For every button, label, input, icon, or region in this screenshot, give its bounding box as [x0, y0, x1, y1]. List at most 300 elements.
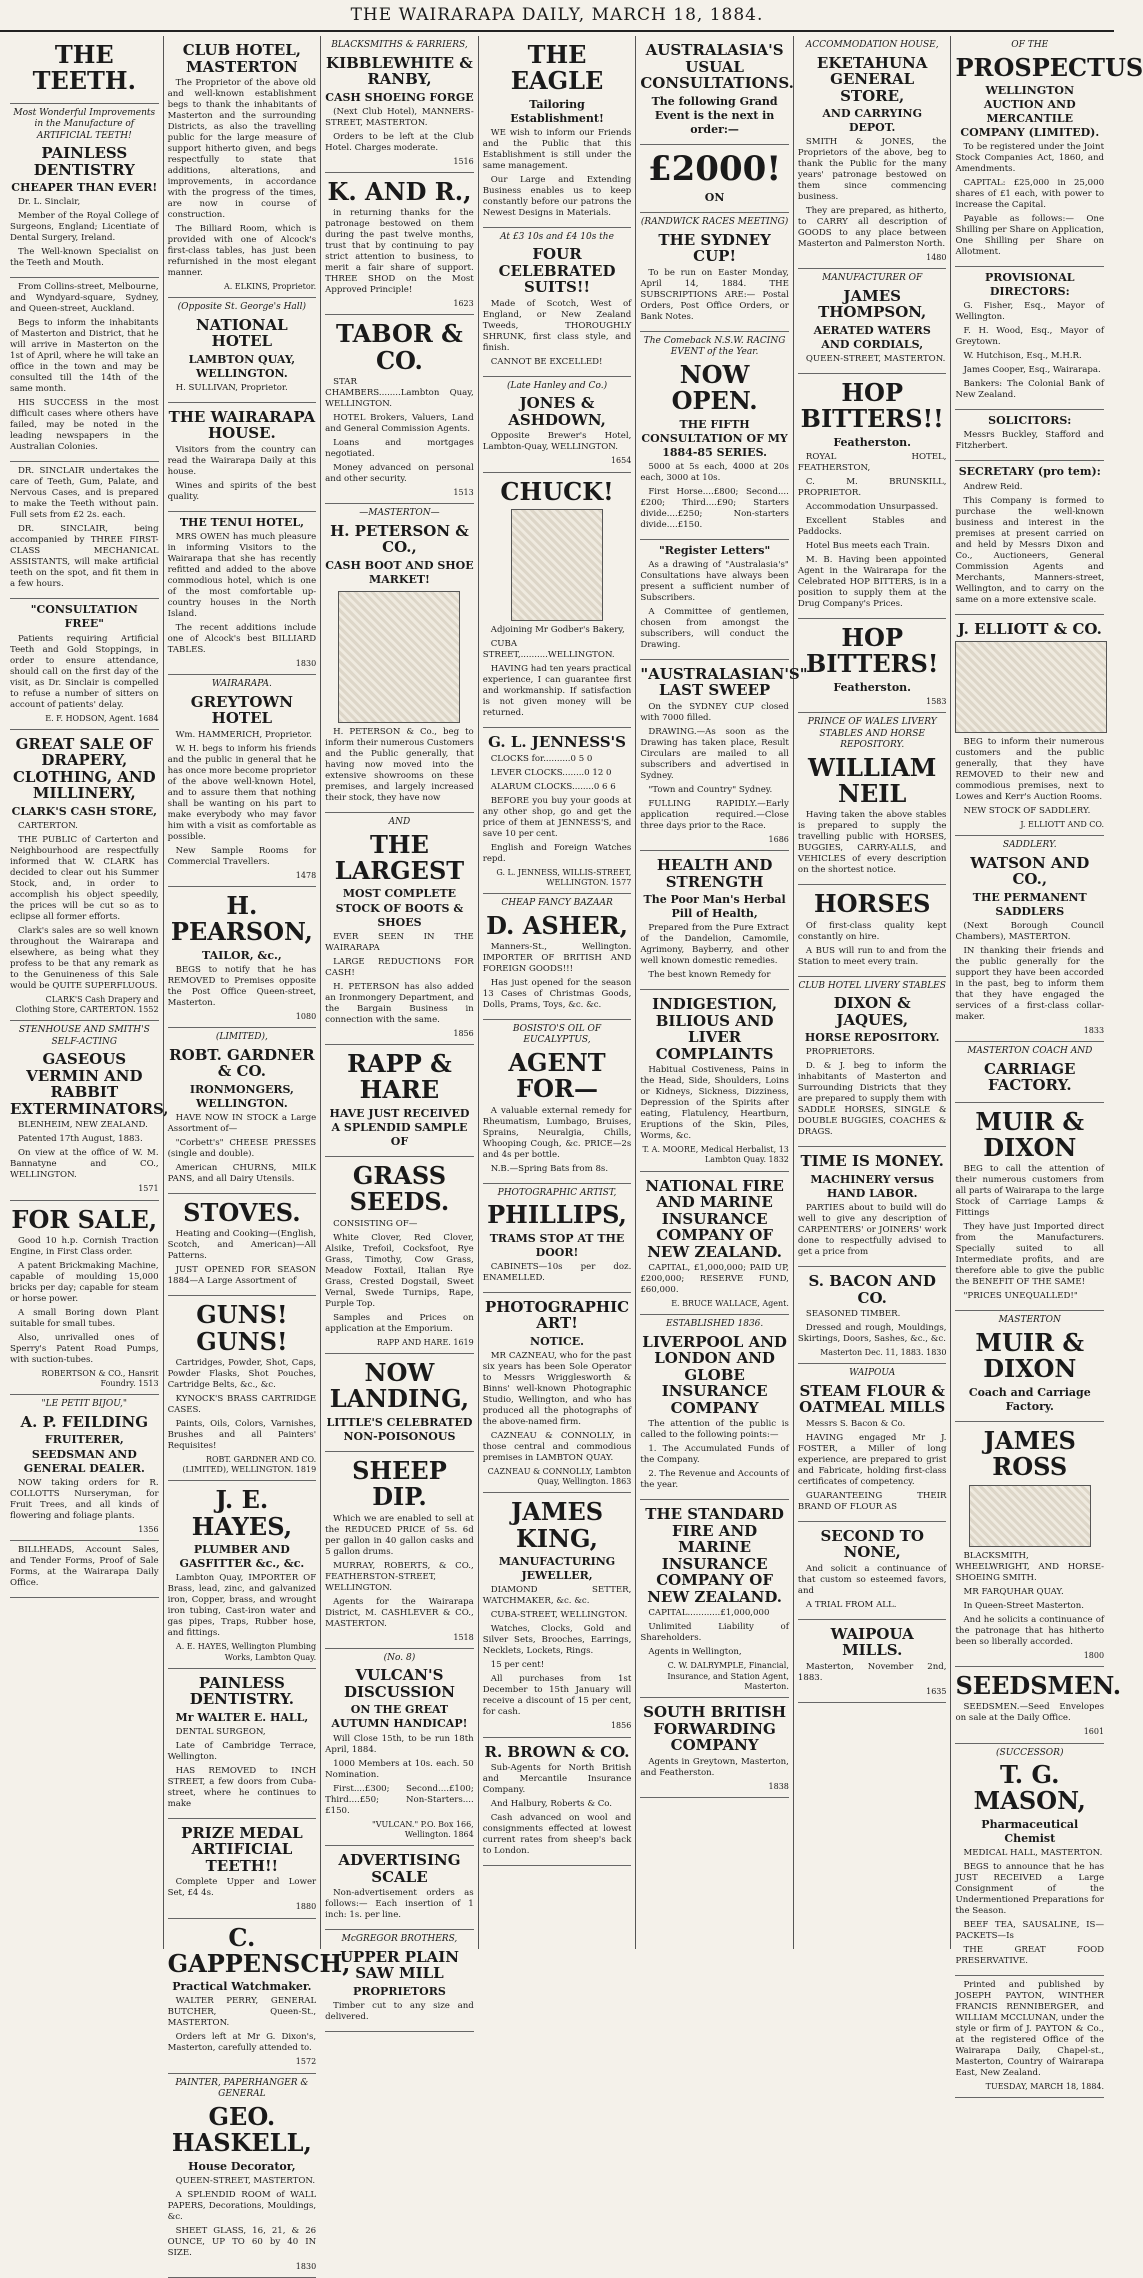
ad-paragraph: PROPRIETORS.	[805, 1047, 875, 1058]
ad-paragraph: CAPITAL, £1,000,000; PAID UP, £200,000; RESERVE FUND, £60,000.	[640, 1263, 789, 1296]
ad-title: GASEOUS VERMIN AND RABBIT EXTERMINATORS,	[10, 1050, 169, 1118]
ad-lead: "Register Letters"	[658, 543, 771, 557]
advertisement	[483, 36, 632, 228]
ad-title: CHUCK!	[500, 476, 614, 506]
ad-subtitle: CLUB HOTEL LIVERY STABLES	[798, 980, 946, 991]
ad-lead: FRUITERER, SEEDSMAN AND GENERAL DEALER.	[23, 1433, 145, 1475]
ad-signature: 1480	[926, 253, 947, 263]
advertisement	[325, 1930, 474, 2032]
ad-body	[640, 462, 789, 531]
advertisement	[640, 145, 789, 213]
ad-subtitle: BOSISTO'S OIL OF EUCALYPTUS,	[512, 1023, 602, 1046]
ad-body	[168, 445, 317, 503]
advertisement	[325, 813, 474, 1045]
advertisement	[955, 836, 1104, 1042]
ad-body	[483, 431, 632, 453]
ad-lead: TRAMS STOP AT THE DOOR!	[489, 1231, 625, 1259]
ad-body	[10, 197, 159, 269]
ad-title: THE TEETH.	[32, 40, 136, 96]
ad-title: A. P. FEILDING	[20, 1412, 149, 1431]
ad-title: £2000!	[647, 148, 782, 189]
ad-paragraph: BEEF TEA, SAUSALINE, IS—PACKETS—Is	[955, 1920, 1105, 1942]
ad-body	[325, 1514, 474, 1630]
ad-body	[640, 1419, 789, 1491]
ad-lead: HORSE REPOSITORY.	[804, 1031, 940, 1045]
ad-title: RAPP & HARE	[347, 1048, 452, 1105]
ad-title: PAINLESS DENTISTRY	[33, 144, 135, 179]
advertisement	[325, 504, 474, 813]
ad-paragraph: Good 10 h.p. Cornish Traction Engine, in First Class order.	[10, 1236, 159, 1257]
advertisement	[798, 619, 947, 713]
ad-signature: C. W. DALRYMPLE, Financial, Insurance, and Station Agent, Masterton.	[667, 1661, 789, 1691]
ad-title: J. ELLIOTT & CO.	[957, 619, 1102, 638]
advertisement	[10, 1395, 159, 1540]
ad-body	[798, 1203, 947, 1258]
ad-body	[483, 625, 632, 719]
ad-signature: RAPP AND HARE. 1619	[376, 1337, 474, 1347]
ad-paragraph: First Horse....£800; Second....£200; Third....£90; Starters divide....£250; Non-starters divide....£150.	[640, 486, 789, 530]
ad-paragraph: Timber cut to any size and delivered.	[325, 2000, 474, 2022]
ad-title: K. AND R.,	[327, 176, 472, 206]
ad-paragraph: SEASONED TIMBER.	[805, 1309, 901, 1319]
ad-title: R. BROWN & CO.	[484, 1742, 630, 1761]
ad-paragraph: FULLING RAPIDLY.—Early application required.—Close three days prior to the Race.	[640, 798, 789, 831]
ad-paragraph: CAPITAL: £25,000 in 25,000 shares of £1 each, with power to increase the Capital.	[955, 178, 1105, 211]
ad-title: ADVERTISING SCALE	[338, 1851, 461, 1886]
ad-signature: A. E. HAYES, Wellington Plumbing Works, Lambton Quay.	[175, 1642, 317, 1662]
ad-paragraph: Cash advanced on wool and consignments effected at lowest current rates from sheep's back to London.	[482, 1813, 632, 1857]
advertisement	[325, 1157, 474, 1354]
advertisement	[168, 1481, 317, 1668]
advertisement	[955, 1042, 1104, 1103]
engraving-illustration	[969, 1485, 1091, 1547]
ad-lead: Pharmaceutical Chemist	[981, 1817, 1079, 1845]
ad-lead: AERATED WATERS AND CORDIALS,	[813, 323, 931, 351]
ad-body	[483, 1351, 632, 1464]
ad-paragraph: PARTIES about to build will do well to give any description of CARPENTERS' or JOINERS' work done to respectfully advised to get a price from	[797, 1203, 947, 1257]
ad-paragraph: Agents for the Wairarapa District, M. CASHLEVER & CO., MASTERTON.	[325, 1596, 474, 1629]
ad-body	[955, 921, 1104, 1023]
advertisement	[640, 36, 794, 145]
ad-title: EKETAHUNA GENERAL STORE,	[816, 53, 928, 105]
ad-lead: ON	[704, 191, 725, 205]
ad-paragraph: "Town and Country" Sydney.	[648, 784, 773, 795]
ad-subtitle: MASTERTON COACH AND	[967, 1046, 1093, 1057]
ad-lead: CLARK'S CASH STORE,	[11, 804, 157, 818]
ad-paragraph: NOW taking orders for R. COLLOTTS Nurseryman, for Fruit Trees, and all kinds of flowering and foliage plants.	[10, 1477, 159, 1521]
ad-paragraph: The Proprietor of the above old and well-known establishment begs to thank the inhabitants of Masterton and the surrounding Districts, as also the travelling public for the large measure of support hitherto given, and begs respectfully to state that additions, alterations, and improvements, in accordance with the progress of the times, are now in course of construction.	[167, 78, 317, 220]
advertisement	[640, 1698, 789, 1798]
ad-body	[483, 1763, 632, 1857]
advertisement	[168, 36, 317, 298]
ad-paragraph: Having taken the above stables is prepared to supply the travelling public with HORSES, BUGGIES, CARRY-ALLS, and VEHICLES of every description on the shortest notice.	[797, 810, 947, 876]
ad-paragraph: Samples and Prices on application at the Emporium.	[325, 1312, 474, 1334]
ad-subtitle: SADDLERY.	[1002, 840, 1057, 851]
ad-paragraph: CAZNEAU & CONNOLLY, in those central and commodious premises in LAMBTON QUAY.	[482, 1430, 632, 1463]
ad-subtitle: (No. 8)	[383, 1652, 416, 1663]
ad-paragraph: They are prepared, as hitherto, to CARRY all description of GOODS to any place between Masterton and Palmerston North.	[797, 206, 947, 250]
ad-lead: LITTLE'S CELEBRATED NON-POISONOUS	[326, 1415, 473, 1443]
advertisement	[640, 1500, 789, 1698]
advertisement	[10, 278, 159, 462]
ad-paragraph: Agents in Wellington,	[648, 1647, 742, 1658]
ad-title: GUNS! GUNS!	[196, 1300, 288, 1356]
advertisement	[168, 1028, 317, 1194]
ad-body	[798, 810, 947, 876]
ad-subtitle: (Late Hanley and Co.)	[506, 380, 608, 391]
ad-paragraph: Watches, Clocks, Gold and Silver Sets, Brooches, Earrings, Necklets, Lockets, Rings.	[482, 1624, 632, 1657]
ad-subtitle: PRINCE OF WALES LIVERY STABLES AND HORSE REPOSITORY.	[807, 717, 937, 751]
ad-body	[10, 1545, 159, 1589]
advertisement	[483, 377, 632, 473]
ad-body	[168, 1877, 317, 1899]
ad-paragraph: To be registered under the Joint Stock Companies Act, 1860, and Amendments.	[955, 142, 1105, 175]
ad-paragraph: Accommodation Unsurpassed.	[805, 501, 939, 512]
ad-paragraph: SHEET GLASS, 16, 21, & 26 OUNCE, UP TO 60 by 40 IN SIZE.	[167, 2225, 317, 2258]
ad-subtitle: At £3 10s and £4 10s the	[500, 231, 614, 242]
ad-paragraph: Prepared from the Pure Extract of the Dandelion, Camomile, Agrimony, Bayberry, and other well known domestic remedies.	[640, 923, 789, 967]
ad-paragraph: Our Large and Extending Business enables us to keep constantly before our patrons the Newest Designs in Materials.	[482, 174, 632, 218]
ad-paragraph: Member of the Royal College of Surgeons, England; Licentiate of Dental Surgery, Ireland.	[10, 211, 159, 244]
ad-body	[168, 965, 317, 1009]
ad-subtitle: ACCOMMODATION HOUSE,	[805, 40, 939, 50]
ad-paragraph: SMITH & JONES, the Proprietors of the above, beg to thank the Public for the many years' patronage bestowed on them since commencing business.	[797, 137, 947, 203]
ad-paragraph: BEGS to announce that he has JUST RECEIVED a Large Consignment of the Undermentioned Preparations for the Season.	[955, 1862, 1105, 1917]
ad-paragraph: Which we are enabled to sell at the REDUCED PRICE of 5s. 6d per gallon in 40 gallon casks and 5 gallon drums.	[325, 1513, 474, 1557]
ad-paragraph: C. M. BRUNSKILL, PROPRIETOR.	[797, 476, 947, 498]
advertisement	[483, 473, 632, 728]
ad-paragraph: Begs to inform the inhabitants of Masterton and District, that he will arrive in Masterton on the 1st of April, where he will take an office in the town and may be consulted till the 14th of the same month.	[10, 318, 159, 395]
ad-body	[325, 208, 474, 296]
ad-paragraph: First....£300; Second....£100; Third....£50; Non-Starters....£150.	[325, 1783, 474, 1816]
ad-lead: THE FIFTH CONSULTATION OF MY 1884-85 SERIES.	[641, 417, 788, 459]
ad-paragraph: LEVER CLOCKS........0 12 0	[490, 767, 612, 778]
ad-lead: Featherston.	[833, 435, 911, 449]
advertisement	[10, 104, 159, 279]
column-5	[636, 36, 808, 1949]
ad-lead: Practical Watchmaker.	[172, 1980, 312, 1994]
ad-paragraph: Excellent Stables and Paddocks.	[797, 515, 947, 537]
ad-body	[483, 299, 632, 368]
ad-subtitle: "LE PETIT BIJOU,"	[41, 1399, 128, 1410]
ad-paragraph: CARTERTON.	[18, 820, 78, 831]
ad-body	[798, 1564, 947, 1611]
advertisement	[325, 1452, 474, 1649]
advertisement	[325, 36, 474, 173]
ad-subtitle: (Opposite St. George's Hall)	[177, 302, 307, 313]
ad-paragraph: 5000 at 5s each, 4000 at 20s each, 3000 at 10s.	[640, 461, 789, 483]
ad-title: HEALTH AND STRENGTH	[656, 856, 773, 891]
ad-paragraph: James Cooper, Esq., Wairarapa.	[963, 365, 1101, 376]
ad-body	[955, 1551, 1104, 1648]
ad-body	[483, 128, 632, 219]
ad-title: HORSES	[813, 889, 931, 919]
ad-paragraph: BEG to call the attention of their numerous customers from all parts of Wairarapa to the large Stock of Carriage Lamps & Fittings	[955, 1164, 1105, 1219]
ad-paragraph: Has just opened for the season 13 Cases of Christmas Goods, Dolls, Prams, Toys, &c. &c.	[482, 977, 632, 1010]
ad-paragraph: They have just Imported direct from the Manufacturers. Specially suited to all Intermediate profits, and are therefore able to give the public the BENEFIT OF THE SAME!	[955, 1222, 1105, 1288]
ad-lead: THE PERMANENT SADDLERS	[972, 890, 1087, 918]
ad-paragraph: And solicit a continuance of that custom so esteemed favors, and	[797, 1563, 947, 1596]
ad-title: JONES & ASHDOWN,	[508, 394, 606, 429]
advertisement	[325, 1649, 474, 1846]
ad-paragraph: American CHURNS, MILK PANS, and all Dairy Utensils.	[167, 1162, 317, 1184]
advertisement	[10, 462, 159, 599]
advertisement	[483, 1738, 632, 1867]
ad-paragraph: Also, unrivalled ones of Sperry's Patent Road Pumps, with suction-tubes.	[10, 1333, 159, 1365]
ad-signature: 1572	[295, 2057, 317, 2067]
ad-body	[955, 301, 1104, 401]
ad-body	[10, 466, 159, 590]
ad-signature: 1833	[1083, 1025, 1105, 1035]
advertisement	[168, 298, 317, 403]
ad-lead: WELLINGTON AUCTION AND MERCANTILE COMPANY (LIMITED).	[960, 83, 1100, 140]
ad-paragraph: Money advanced on personal and other security.	[325, 463, 474, 485]
ad-body	[325, 377, 474, 485]
ad-paragraph: CLOCKS for..........0 5 0	[490, 753, 593, 764]
ad-paragraph: DENTAL SURGEON,	[175, 1726, 266, 1737]
ad-paragraph: New Sample Rooms for Commercial Travellers.	[167, 845, 317, 867]
ad-paragraph: English and Foreign Watches repd.	[482, 842, 632, 864]
ad-paragraph: MEDICAL HALL, MASTERTON.	[963, 1848, 1103, 1859]
advertisement	[483, 894, 632, 1020]
ad-signature: 1601	[1083, 1727, 1105, 1737]
ad-lead: MANUFACTURING JEWELLER,	[498, 1555, 616, 1583]
ad-body	[168, 1229, 317, 1287]
ad-body	[955, 1702, 1104, 1724]
advertisement	[955, 1667, 1122, 1744]
ad-body	[640, 923, 789, 981]
ad-body	[168, 1358, 317, 1452]
ad-title: NATIONAL HOTEL	[196, 315, 288, 351]
ad-title: "AUSTRALASIAN'S" LAST SWEEP	[640, 664, 808, 700]
ad-body	[325, 1734, 474, 1817]
ad-paragraph: A small Boring down Plant suitable for small tubes.	[10, 1308, 159, 1329]
ad-subtitle: Most Wonderful Improvements in the Manufacture of ARTIFICIAL TEETH!	[13, 107, 156, 141]
ad-title: J. E. HAYES,	[191, 1485, 293, 1541]
ad-paragraph: And Halbury, Roberts & Co.	[490, 1799, 613, 1810]
ad-body	[168, 730, 317, 868]
advertisement	[10, 730, 159, 1022]
ad-body	[168, 1996, 317, 2054]
ad-lead: The following Grand Event is the next in order:—	[651, 94, 778, 136]
ad-paragraph: ROYAL HOTEL, FEATHERSTON,	[797, 451, 947, 473]
ad-paragraph: NEW STOCK OF SADDLERY.	[963, 806, 1091, 817]
ad-title: MUIR & DIXON	[975, 1106, 1085, 1163]
ad-lead: TAILOR, &c.,	[202, 948, 282, 962]
ad-signature: J. ELLIOTT AND CO.	[1020, 820, 1105, 830]
ad-title: C. GAPPENSCH,	[167, 1922, 351, 1978]
ad-body	[325, 107, 474, 154]
ad-title: SECOND TO NONE,	[820, 1526, 924, 1562]
ad-title: KIBBLEWHITE & RANBY,	[326, 53, 473, 89]
ad-paragraph: The Billiard Room, which is provided with one of Alcock's first-class tables, has just been refurnished in the most elegant manner.	[167, 224, 317, 278]
ad-paragraph: BEG to inform their numerous customers and the public generally, that they have REMOVED to their new and commodious premises, next to Lowes and Kerr's Auction Rooms.	[955, 737, 1105, 803]
ad-body	[10, 282, 159, 453]
ad-paragraph: 15 per cent!	[490, 1660, 545, 1671]
advertisement	[483, 1020, 632, 1184]
ad-subtitle: STENHOUSE AND SMITH'S SELF-ACTING	[18, 1025, 150, 1047]
ad-signature: A. ELKINS, Proprietor.	[223, 282, 317, 291]
ad-paragraph: BEFORE you buy your goods at any other shop, go and get the price of them at JENNESS'S, and save 10 per cent.	[482, 795, 632, 839]
ad-title: PHILLIPS,	[487, 1200, 627, 1230]
ad-title: STEAM FLOUR & OATMEAL MILLS	[799, 1381, 946, 1417]
ad-paragraph: D. & J. beg to inform the inhabitants of Masterton and Surrounding Districts that they are prepared to supply them with SADDLE HORSES, SINGLE & DOUBLE BUGGIES, COACHES & DRAGS.	[797, 1061, 947, 1138]
ad-paragraph: LARGE REDUCTIONS FOR CASH!	[325, 956, 474, 978]
advertisement	[167, 1919, 351, 2074]
ad-body	[168, 78, 317, 279]
ad-paragraph: Orders left at Mr G. Dixon's, Masterton, carefully attended to.	[167, 2032, 317, 2054]
ad-body	[168, 2176, 317, 2259]
ad-subtitle: WAIPOUA	[849, 1368, 896, 1379]
ad-lead: MOST COMPLETE STOCK OF BOOTS & SHOES	[335, 887, 464, 929]
ad-paragraph: From Collins-street, Melbourne, and Wyndyard-square, Sydney, and Queen-street, Auckland.	[10, 282, 159, 315]
ad-body	[955, 482, 1104, 606]
ad-signature: 1654	[610, 456, 632, 466]
advertisement	[955, 1744, 1104, 1976]
column-2	[164, 36, 351, 2271]
ad-paragraph: MR CAZNEAU, who for the past six years has been Sole Operator to Messrs Wrigglesworth & Binns' well-known Photographic Studio, Wellington, and who has produced all the photographs of the above-named firm.	[482, 1350, 632, 1427]
ad-paragraph: THE PUBLIC of Carterton and Neighbourhood are respectfully informed that W. CLARK has decided to clear out his Summer Stock, and, in order to accomplish his object speedily, the prices will be cut so as to eclipse all former efforts.	[10, 834, 159, 922]
ad-paragraph: HAVING had ten years practical experience, I can guarantee first and workmanship. If satisfaction is not given money will be returned.	[482, 664, 632, 719]
ad-signature: 1518	[453, 1632, 474, 1642]
ad-paragraph: Late of Cambridge Terrace, Wellington.	[167, 1740, 317, 1762]
ad-lead: CASH BOOT AND SHOE MARKET!	[325, 558, 474, 587]
ad-paragraph: IN thanking their friends and the public generally for the support they have been accorded in the past, beg to inform them that they have engaged the services of a first-class collar-maker.	[955, 945, 1105, 1022]
ad-paragraph: "PRICES UNEQUALLED!"	[963, 1291, 1078, 1302]
advertisement	[798, 1620, 947, 1703]
ad-title: THE WAIRARAPA HOUSE.	[168, 407, 316, 443]
ad-subtitle: McGREGOR BROTHERS,	[341, 1934, 458, 1945]
ad-subtitle: AND	[388, 817, 411, 828]
ad-paragraph: Unlimited Liability of Shareholders.	[640, 1622, 789, 1644]
ad-title: NOW LANDING,	[329, 1357, 470, 1414]
advertisement	[168, 1819, 317, 1919]
ad-paragraph: HAS REMOVED to INCH STREET, a few doors from Cuba-street, where he continues to make	[167, 1765, 317, 1809]
ad-signature: 1623	[453, 299, 474, 309]
ad-paragraph: DR. SINCLAIR undertakes the care of Teeth, Gum, Palate, and Nervous Cases, and is prepared to make the Teeth without pain. Full sets from £2 2s. each.	[10, 466, 159, 521]
ad-paragraph: A SPLENDID ROOM of WALL PAPERS, Decorations, Mouldings, &c.	[167, 2189, 317, 2222]
advertisement	[483, 228, 632, 377]
ad-paragraph: Printed and published by JOSEPH PAYTON, WINTHER FRANCIS RENNIBERGER, and WILLIAM MCCLUNAN, under the style or firm of J. PAYTON & Co., at the registered Office of the Wairarapa Daily, Chapel-st., Masterton, Country of Wairarapa East, New Zealand.	[955, 1980, 1105, 2079]
ad-paragraph: 1. The Accumulated Funds of the Company.	[640, 1444, 789, 1466]
column-4	[479, 36, 637, 1949]
advertisement	[955, 1311, 1104, 1421]
ad-paragraph: All purchases from 1st December to 15th January will receive a discount of 15 per cent, for cash.	[482, 1674, 632, 1718]
ad-paragraph: WALTER PERRY, GENERAL BUTCHER, Queen-St., MASTERTON.	[167, 1996, 317, 2029]
ad-title: GREYTOWN HOTEL	[190, 692, 293, 728]
ad-body	[798, 1309, 947, 1345]
ad-lead: THE TENUI HOTEL,	[179, 515, 304, 529]
ad-paragraph: Orders to be left at the Club Hotel. Charges moderate.	[325, 131, 474, 153]
advertisement	[168, 403, 317, 512]
advertisement	[955, 410, 1104, 461]
ad-paragraph: Made of Scotch, West of England, or New Zealand Tweeds, THOROUGHLY SHRUNK, first class style, and finish.	[482, 298, 632, 353]
ad-paragraph: A TRIAL FROM ALL.	[805, 1599, 897, 1610]
ad-paragraph: Manners-St., Wellington. IMPORTER OF BRITISH AND FOREIGN GOODS!!!	[482, 941, 632, 974]
ad-paragraph: 2. The Revenue and Accounts of the year.	[640, 1469, 789, 1491]
ad-body	[798, 137, 947, 250]
ad-title: PROSPECTUS	[955, 52, 1143, 82]
ad-signature: 1356	[138, 1524, 159, 1534]
ad-paragraph: Wm. HAMMERICH, Proprietor.	[175, 729, 313, 740]
advertisement	[325, 1846, 474, 1930]
ad-paragraph: Heating and Cooking—(English, Scotch, and American)—All Patterns.	[167, 1229, 317, 1262]
ad-body	[798, 1419, 947, 1513]
ad-paragraph: H. PETERSON has also added an Ironmongery Department, and the Bargain Business in connection with the same.	[325, 981, 474, 1025]
ad-body	[168, 532, 317, 656]
ad-paragraph: As a drawing of "Australasia's" Consultations have always been present a sufficient number of Subscribers.	[640, 559, 789, 603]
advertisement	[798, 1364, 947, 1522]
engraving-illustration	[338, 591, 460, 723]
ad-title: H. PETERSON & CO.,	[330, 521, 469, 557]
ad-paragraph: Masterton, November 2nd, 1883.	[797, 1661, 947, 1683]
column-3	[321, 36, 479, 2022]
ad-signature: 1513	[453, 488, 474, 498]
ad-body	[955, 1848, 1104, 1967]
advertisement	[798, 1147, 947, 1267]
ad-lead: PROPRIETORS	[353, 1984, 446, 1998]
advertisement	[798, 885, 947, 976]
ad-paragraph: DR. SINCLAIR, being accompanied by THREE FIRST-CLASS MECHANICAL ASSISTANTS, will make artificial teeth on the spot, and fit them in a few hours.	[10, 524, 159, 590]
ad-signature: 1478	[295, 870, 317, 880]
ad-title: HOP BITTERS!	[805, 622, 939, 679]
ad-title: GRASS SEEDS.	[349, 1160, 450, 1217]
ad-body	[798, 921, 947, 968]
ad-title: DIXON & JAQUES,	[833, 994, 911, 1029]
advertisement	[640, 540, 789, 660]
ad-title: THE LARGEST	[334, 829, 465, 886]
ad-lead: Tailoring Establishment!	[510, 97, 604, 125]
ad-title: AGENT FOR—	[508, 1048, 606, 1104]
ad-paragraph: KYNOCK'S BRASS CARTRIDGE CASES.	[167, 1393, 317, 1415]
ad-body	[325, 1219, 474, 1335]
ad-lead: PLUMBER AND GASFITTER &c., &c.	[179, 1543, 305, 1571]
ad-title: GEO. HASKELL,	[171, 2101, 312, 2158]
ad-paragraph: CABINETS—10s per doz. ENAMELLED.	[482, 1261, 632, 1283]
advertisement	[640, 1315, 789, 1500]
ad-subtitle: —MASTERTON—	[359, 508, 440, 519]
advertisement	[10, 1201, 159, 1396]
ad-paragraph: BEGS to notify that he has REMOVED to Premises opposite the Post Office Queen-street, Masterton.	[167, 964, 317, 1008]
ad-paragraph: HAVE NOW IN STOCK a Large Assortment of—	[167, 1112, 317, 1134]
ad-body	[640, 1263, 789, 1296]
ad-title: JAMES KING,	[510, 1497, 604, 1553]
ad-title: T. G. MASON,	[973, 1760, 1086, 1816]
ad-paragraph: in returning thanks for the patronage bestowed on them during the past twelve months, trust that by continuing to pay strict attention to business, to merit a fair share of support. THREE SHOD on the Most Approved Principle!	[325, 208, 474, 296]
ad-paragraph: JUST OPENED FOR SEASON 1884—A Large Assortment of	[167, 1265, 317, 1287]
advertisement	[10, 36, 159, 104]
ad-signature: 1800	[1083, 1650, 1105, 1660]
ad-title: FOUR CELEBRATED SUITS!!	[498, 245, 616, 297]
advertisement	[955, 36, 1143, 267]
ad-body	[640, 702, 789, 832]
advertisement	[325, 1354, 474, 1452]
ad-lead: Coach and Carriage Factory.	[968, 1385, 1091, 1413]
ad-title: SEEDSMEN.	[955, 1670, 1122, 1700]
ad-lead: CHEAPER THAN EVER!	[11, 181, 158, 195]
ad-paragraph: H. SULLIVAN, Proprietor.	[175, 382, 288, 393]
ad-title: D. ASHER,	[486, 910, 628, 940]
ad-title: JAMES THOMPSON,	[818, 286, 927, 322]
ad-body	[168, 1113, 317, 1185]
ad-title: THE EAGLE	[510, 40, 604, 96]
ad-paragraph: Adjoining Mr Godber's Bakery,	[490, 625, 625, 636]
advertisement	[955, 1103, 1104, 1312]
advertisement	[640, 213, 789, 332]
ad-body	[10, 1120, 159, 1181]
ad-body	[955, 1164, 1104, 1302]
ad-title: AUSTRALASIA'S USUAL CONSULTATIONS.	[640, 41, 794, 92]
